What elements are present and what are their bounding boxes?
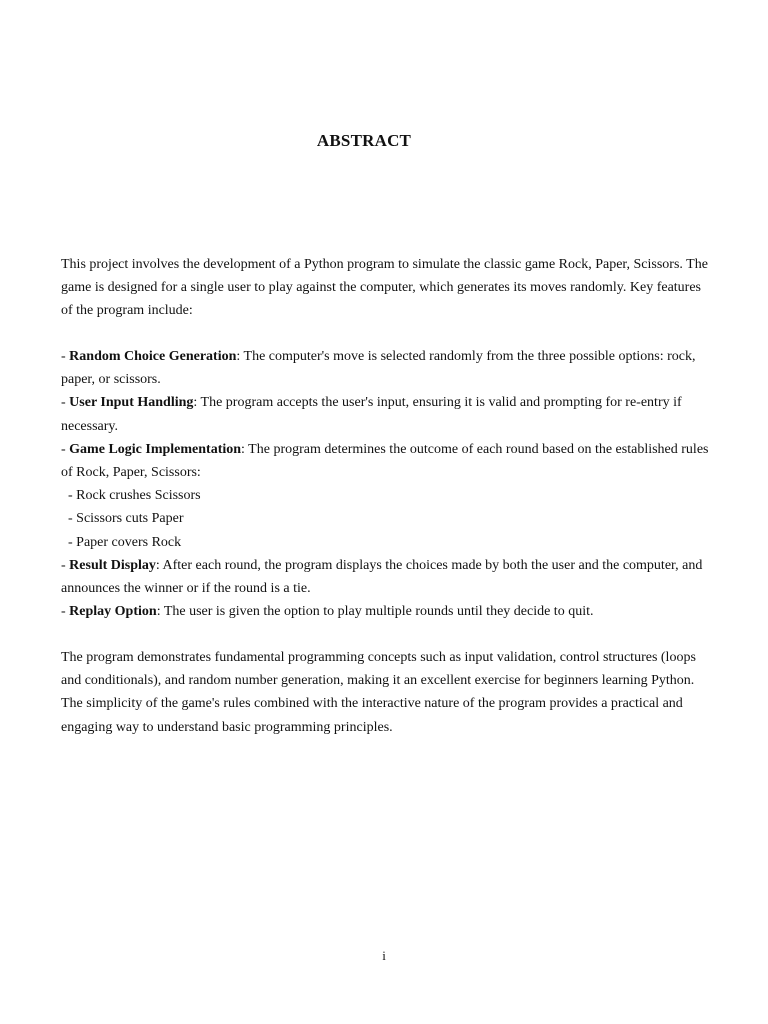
conclusion-line: and conditionals), and random number generation, making it an excellent exercise for beginners learning Python. bbox=[61, 673, 695, 689]
list-dash: - bbox=[61, 604, 70, 620]
feature-result-display bbox=[61, 554, 721, 577]
feature-term: User Input Handling bbox=[69, 395, 194, 411]
list-dash: - bbox=[61, 441, 70, 457]
page-number: i bbox=[382, 948, 386, 963]
feature-game-logic bbox=[61, 438, 721, 461]
feature-description: : The user is given the option to play multiple rounds until they decide to quit. bbox=[156, 604, 594, 620]
intro-line: This project involves the development of a Python program to simulate the classic game Rock, Paper, Scissors. The bbox=[61, 257, 708, 272]
feature-term: Game Logic Implementation bbox=[69, 441, 242, 457]
feature-continuation: announces the winner or if the round is a tie. bbox=[61, 581, 311, 597]
feature-description: : The program determines the outcome of each round based on the established rules bbox=[241, 441, 709, 457]
feature-user-input bbox=[61, 391, 721, 414]
feature-random-choice bbox=[61, 345, 721, 368]
feature-continuation: of Rock, Paper, Scissors: bbox=[61, 465, 201, 481]
feature-replay bbox=[61, 600, 721, 623]
conclusion-line: engaging way to understand basic programming principles. bbox=[61, 719, 393, 735]
feature-continuation: paper, or scissors. bbox=[61, 372, 161, 388]
list-dash: - bbox=[61, 349, 70, 364]
intro-line: game is designed for a single user to play against the computer, which generates its moves randomly. Key features bbox=[61, 280, 702, 296]
feature-description: : The program accepts the user's input, ensuring it is valid and prompting for re-entry if bbox=[193, 395, 682, 411]
conclusion-paragraph bbox=[61, 646, 721, 739]
feature-description: : The computer's move is selected randomly from the three possible options: rock, bbox=[236, 349, 696, 364]
intro-paragraph bbox=[61, 253, 721, 323]
rule-item: - Scissors cuts Paper bbox=[68, 511, 184, 527]
intro-line: of the program include: bbox=[61, 303, 193, 319]
feature-description: : After each round, the program displays the choices made by both the user and the computer, and bbox=[155, 557, 703, 573]
feature-term: Replay Option bbox=[69, 604, 157, 620]
rule-item: - Paper covers Rock bbox=[68, 534, 182, 550]
list-dash: - bbox=[61, 557, 70, 573]
conclusion-line: The program demonstrates fundamental programming concepts such as input validation, control structures (loops bbox=[61, 650, 696, 665]
features-list bbox=[61, 345, 721, 623]
feature-term: Random Choice Generation bbox=[69, 349, 237, 364]
conclusion-line: The simplicity of the game's rules combined with the interactive nature of the program provides a practical and bbox=[61, 696, 683, 712]
page-title: ABSTRACT bbox=[316, 131, 412, 150]
feature-continuation: necessary. bbox=[61, 418, 119, 434]
rule-item: - Rock crushes Scissors bbox=[68, 488, 201, 504]
list-dash: - bbox=[61, 395, 70, 411]
feature-term: Result Display bbox=[69, 557, 156, 573]
